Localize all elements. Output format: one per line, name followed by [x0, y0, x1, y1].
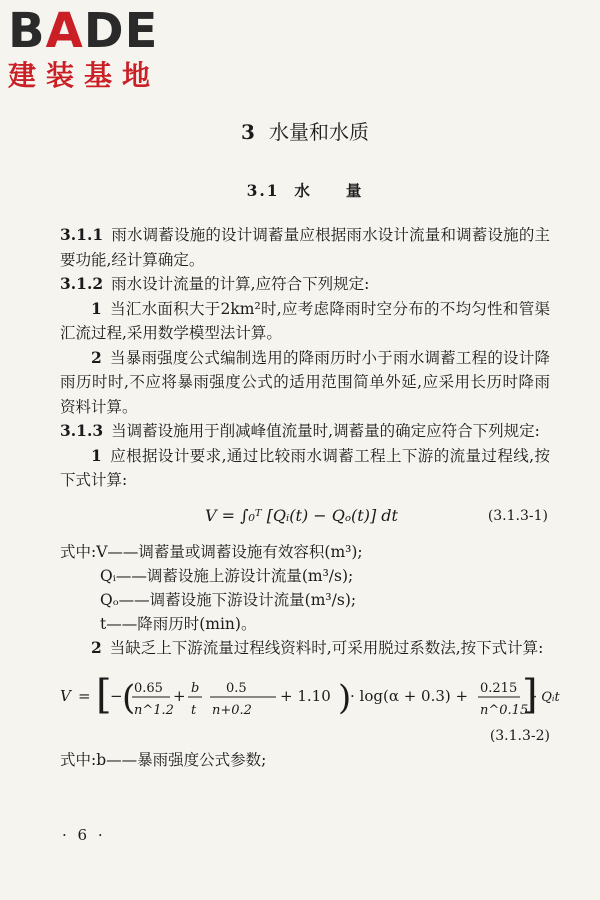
- svg-text:t: t: [191, 703, 197, 718]
- svg-text:· Qᵢt: · Qᵢt: [533, 690, 560, 705]
- logo-wordmark: BADE: [8, 3, 159, 59]
- formula-expression: V = ∫₀ᵀ [Qᵢ(t) − Qₒ(t)] dt: [205, 505, 398, 525]
- document-page: [60, 112, 560, 772]
- where-t: t——降雨历时(min)。: [100, 614, 257, 633]
- svg-text:=: =: [78, 687, 91, 705]
- svg-text:n^1.2: n^1.2: [134, 703, 174, 718]
- svg-text:n+0.2: n+0.2: [212, 703, 252, 718]
- svg-text:−: −: [110, 687, 123, 705]
- svg-text:0.215: 0.215: [480, 681, 518, 696]
- logo: [8, 3, 178, 94]
- where-v: 式中:V——调蓄量或调蓄设施有效容积(m³);: [60, 542, 363, 561]
- clause-3-1-2-item-1: 1 当汇水面积大于2km²时,应考虑降雨时空分布的不均匀性和管渠汇流过程,采用数学模型法计算。: [60, 298, 550, 342]
- formula-number: (3.1.3-1): [487, 507, 548, 524]
- clause-3-1-3: 3.1.3 当调蓄设施用于削减峰值流量时,调蓄量的确定应符合下列规定:: [60, 421, 540, 440]
- svg-text:): ): [338, 678, 352, 718]
- svg-text:b: b: [191, 681, 200, 696]
- svg-text:n^0.15: n^0.15: [480, 703, 529, 718]
- formula-3-1-3-2: [60, 664, 560, 728]
- svg-text:V: V: [60, 687, 71, 705]
- svg-text:+ 1.10: + 1.10: [280, 687, 331, 705]
- formula-3-1-3-2-number: (3.1.3-2): [489, 728, 550, 744]
- where-block: [60, 540, 550, 636]
- svg-text:· log(α + 0.3) +: · log(α + 0.3) +: [350, 687, 469, 705]
- clause-3-1-3-item-1: 1 应根据设计要求,通过比较雨水调蓄工程上下游的流量过程线,按下式计算:: [60, 445, 550, 489]
- svg-text:0.65: 0.65: [134, 681, 163, 696]
- formula-3-1-3-2-graphic: [60, 664, 560, 728]
- svg-text:0.5: 0.5: [226, 681, 247, 696]
- page-number: · 6 ·: [62, 826, 106, 844]
- where-qo: Qₒ——调蓄设施下游设计流量(m³/s);: [100, 590, 357, 609]
- svg-text:(: (: [122, 678, 136, 718]
- clause-3-1-1: 3.1.1 雨水调蓄设施的设计调蓄量应根据雨水设计流量和调蓄设施的主要功能,经计算确定。: [60, 225, 550, 269]
- clause-3-1-3-item-2: 2 当缺乏上下游流量过程线资料时,可采用脱过系数法,按下式计算:: [91, 637, 544, 657]
- where-qi: Qᵢ——调蓄设施上游设计流量(m³/s);: [100, 566, 354, 585]
- svg-text:[: [: [96, 672, 112, 718]
- section-title: 3.1 水 量: [246, 181, 364, 200]
- formula-3-1-3-1: [60, 496, 550, 540]
- chapter-title: 3 水量和水质: [241, 120, 369, 144]
- logo-subtitle: 建装基地: [8, 59, 161, 92]
- svg-text:]: ]: [522, 672, 538, 718]
- clause-3-1-2-item-2: 2 当暴雨强度公式编制选用的降雨历时小于雨水调蓄工程的设计降雨历时时,不应将暴雨强度公式的适用范围简单外延,应采用长历时降雨资料计算。: [60, 347, 550, 416]
- where-b: 式中:b——暴雨强度公式参数;: [60, 751, 267, 769]
- clause-3-1-2: 3.1.2 雨水设计流量的计算,应符合下列规定:: [60, 274, 370, 293]
- svg-text:+: +: [173, 687, 186, 705]
